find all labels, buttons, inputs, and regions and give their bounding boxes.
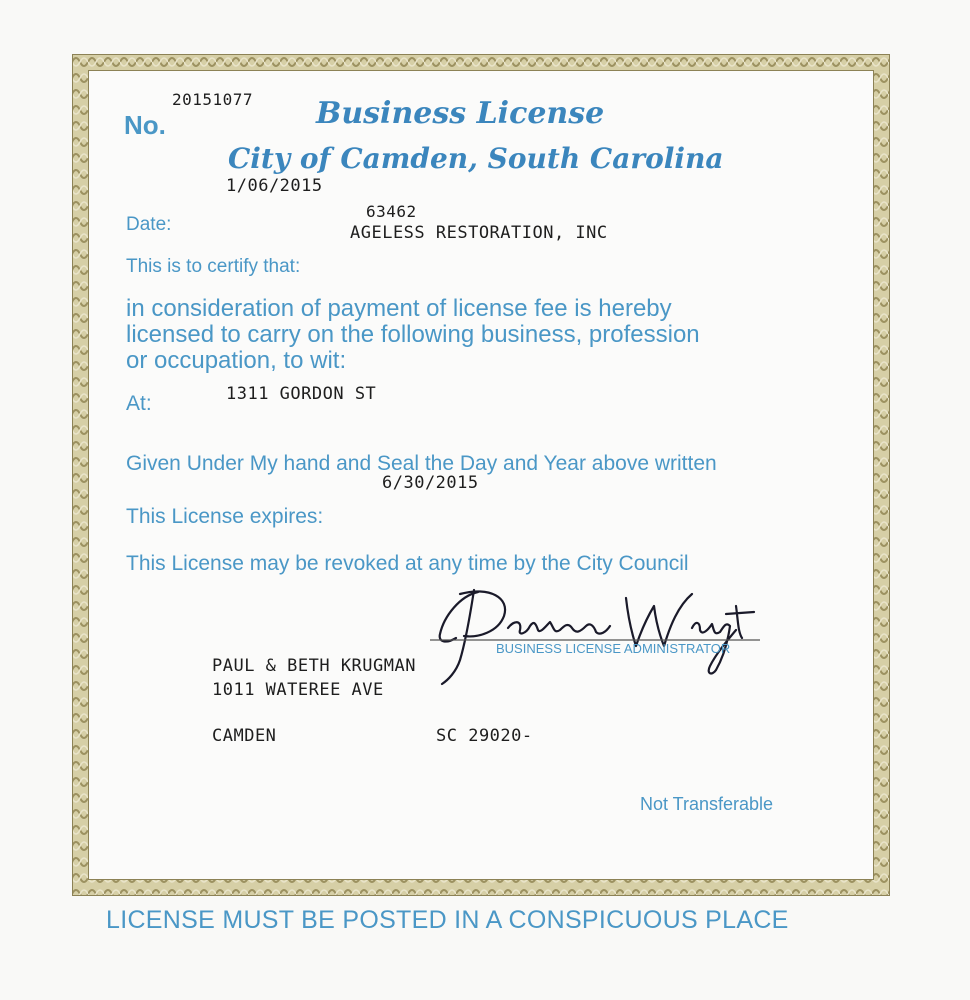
not-transferable-label: Not Transferable [640,794,774,814]
expires-label: This License expires: [126,505,324,528]
given-line: Given Under My hand and Seal the Day and Year above written [126,452,717,475]
expiration-date: 6/30/2015 [382,473,479,493]
business-address: 1311 GORDON ST [226,384,377,404]
revoke-line: This License may be revoked at any time by the City Council [126,552,689,575]
license-number: 20151077 [172,90,254,109]
consideration-line-3: or occupation, to wit: [126,347,347,374]
date-label: Date: [126,214,172,235]
city-line: City of Camden, South Carolina [228,142,724,175]
mailing-state-zip: SC 29020- [436,726,533,746]
posting-notice: LICENSE MUST BE POSTED IN A CONSPICUOUS PLACE [106,906,789,934]
licensee-name: AGELESS RESTORATION, INC [350,223,608,243]
certify-label: This is to certify that: [126,256,301,277]
administrator-label: BUSINESS LICENSE ADMINISTRATOR [496,641,731,656]
consideration-line-1: in consideration of payment of license fee is hereby [126,295,672,322]
account-number: 63462 [366,202,417,221]
at-label: At: [126,392,152,415]
issue-date: 1/06/2015 [226,176,323,196]
mailing-name: PAUL & BETH KRUGMAN [212,656,416,676]
number-label: No. [124,110,166,140]
license-title: Business License [316,96,605,131]
consideration-line-2: licensed to carry on the following business, profession [126,321,700,348]
administrator-signature [430,576,760,686]
mailing-city: CAMDEN [212,726,277,746]
mailing-street: 1011 WATEREE AVE [212,680,384,700]
